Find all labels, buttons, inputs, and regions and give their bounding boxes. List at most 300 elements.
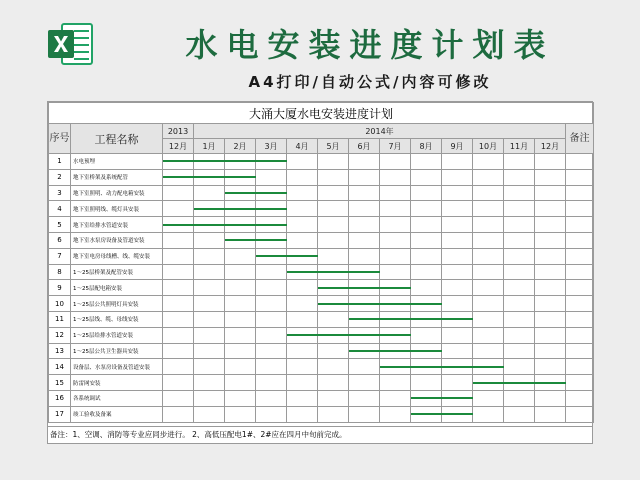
row-number: 8 <box>49 264 71 280</box>
month-cell[interactable] <box>349 359 380 375</box>
month-cell[interactable] <box>287 169 318 185</box>
month-cell[interactable] <box>411 201 442 217</box>
month-cell[interactable] <box>287 201 318 217</box>
table-row <box>49 169 594 185</box>
month-cell[interactable] <box>163 343 194 359</box>
month-cell[interactable] <box>194 232 225 248</box>
month-cell[interactable] <box>504 280 535 296</box>
month-cell[interactable] <box>473 327 504 343</box>
month-cell[interactable] <box>380 232 411 248</box>
month-cell[interactable] <box>473 232 504 248</box>
month-cell[interactable] <box>380 201 411 217</box>
month-cell[interactable] <box>225 327 256 343</box>
month-cell[interactable] <box>318 264 349 280</box>
month-cell[interactable] <box>318 406 349 422</box>
month-cell[interactable] <box>194 375 225 391</box>
row-number: 10 <box>49 296 71 312</box>
month-cell[interactable] <box>349 201 380 217</box>
month-cell[interactable] <box>380 217 411 233</box>
month-cell[interactable] <box>535 264 566 280</box>
month-cell[interactable] <box>225 232 256 248</box>
month-cell[interactable] <box>256 232 287 248</box>
month-cell[interactable] <box>442 359 473 375</box>
excel-logo-icon <box>46 20 94 68</box>
month-cell[interactable] <box>411 359 442 375</box>
month-cell[interactable] <box>194 311 225 327</box>
month-cell[interactable] <box>225 280 256 296</box>
month-cell[interactable] <box>380 280 411 296</box>
row-task-name[interactable]: 地下室电房母线槽、线、缆安装 <box>71 248 163 264</box>
month-cell[interactable] <box>194 154 225 170</box>
header-remark: 备注 <box>566 124 594 154</box>
month-cell[interactable] <box>411 296 442 312</box>
row-remark[interactable] <box>566 154 594 170</box>
month-cell[interactable] <box>287 232 318 248</box>
month-cell[interactable] <box>380 169 411 185</box>
row-remark[interactable] <box>566 248 594 264</box>
row-remark[interactable] <box>566 169 594 185</box>
row-task-name[interactable]: 竣工验收及备案 <box>71 406 163 422</box>
month-cell[interactable] <box>473 375 504 391</box>
table-row <box>49 311 594 327</box>
row-remark[interactable] <box>566 359 594 375</box>
row-number: 16 <box>49 390 71 406</box>
month-cell[interactable] <box>535 327 566 343</box>
month-cell[interactable] <box>256 406 287 422</box>
month-cell[interactable] <box>349 248 380 264</box>
month-cell[interactable] <box>163 169 194 185</box>
month-cell[interactable] <box>535 311 566 327</box>
table-row <box>49 201 594 217</box>
month-cell[interactable] <box>442 217 473 233</box>
month-cell[interactable] <box>256 311 287 327</box>
month-cell[interactable] <box>318 217 349 233</box>
month-cell[interactable] <box>473 359 504 375</box>
month-cell[interactable] <box>504 217 535 233</box>
month-cell[interactable] <box>380 343 411 359</box>
month-cell[interactable] <box>442 280 473 296</box>
header-name: 工程名称 <box>71 124 163 154</box>
month-cell[interactable] <box>163 217 194 233</box>
month-cell[interactable] <box>256 154 287 170</box>
month-cell[interactable] <box>163 232 194 248</box>
month-cell[interactable] <box>256 185 287 201</box>
month-cell[interactable] <box>256 217 287 233</box>
month-cell[interactable] <box>380 185 411 201</box>
month-cell[interactable] <box>411 248 442 264</box>
month-cell[interactable] <box>225 343 256 359</box>
month-cell[interactable] <box>473 169 504 185</box>
month-cell[interactable] <box>504 406 535 422</box>
row-remark[interactable] <box>566 390 594 406</box>
header-month: 12月 <box>163 139 194 154</box>
month-cell[interactable] <box>504 359 535 375</box>
month-cell[interactable] <box>318 169 349 185</box>
table-row <box>49 280 594 296</box>
month-cell[interactable] <box>318 232 349 248</box>
row-remark[interactable] <box>566 296 594 312</box>
month-cell[interactable] <box>442 232 473 248</box>
row-task-name[interactable]: 地下室给排水管道安装 <box>71 217 163 233</box>
page-title: 水电安装进度计划表 <box>185 26 555 64</box>
month-cell[interactable] <box>442 311 473 327</box>
row-task-name[interactable]: 设备层、水泵房设备及管道安装 <box>71 359 163 375</box>
month-cell[interactable] <box>163 390 194 406</box>
month-cell[interactable] <box>380 359 411 375</box>
month-cell[interactable] <box>163 406 194 422</box>
month-cell[interactable] <box>225 154 256 170</box>
header-month: 6月 <box>349 139 380 154</box>
month-cell[interactable] <box>287 217 318 233</box>
month-cell[interactable] <box>411 232 442 248</box>
month-cell[interactable] <box>535 359 566 375</box>
table-row <box>49 406 594 422</box>
month-cell[interactable] <box>411 264 442 280</box>
month-cell[interactable] <box>287 248 318 264</box>
row-task-name[interactable]: 地下室照明、动力配电箱安装 <box>71 185 163 201</box>
month-cell[interactable] <box>411 327 442 343</box>
month-cell[interactable] <box>473 217 504 233</box>
month-cell[interactable] <box>473 390 504 406</box>
month-cell[interactable] <box>287 406 318 422</box>
row-task-name[interactable]: 1～25层配电箱安装 <box>71 280 163 296</box>
month-cell[interactable] <box>380 311 411 327</box>
month-cell[interactable] <box>287 264 318 280</box>
header-month: 1月 <box>194 139 225 154</box>
month-cell[interactable] <box>504 390 535 406</box>
month-cell[interactable] <box>442 327 473 343</box>
month-cell[interactable] <box>163 311 194 327</box>
month-cell[interactable] <box>349 375 380 391</box>
month-cell[interactable] <box>380 327 411 343</box>
month-cell[interactable] <box>225 264 256 280</box>
month-cell[interactable] <box>442 406 473 422</box>
table-row <box>49 264 594 280</box>
row-task-name[interactable]: 各系统调试 <box>71 390 163 406</box>
row-task-name[interactable]: 地下室照明线、缆灯具安装 <box>71 201 163 217</box>
month-cell[interactable] <box>349 327 380 343</box>
row-task-name[interactable]: 水电预埋 <box>71 154 163 170</box>
month-cell[interactable] <box>411 217 442 233</box>
month-cell[interactable] <box>504 311 535 327</box>
month-cell[interactable] <box>411 343 442 359</box>
month-cell[interactable] <box>380 248 411 264</box>
month-cell[interactable] <box>442 169 473 185</box>
spreadsheet <box>47 101 593 444</box>
month-cell[interactable] <box>318 359 349 375</box>
month-cell[interactable] <box>380 154 411 170</box>
month-cell[interactable] <box>194 169 225 185</box>
month-cell[interactable] <box>349 406 380 422</box>
month-cell[interactable] <box>442 390 473 406</box>
month-cell[interactable] <box>442 343 473 359</box>
month-cell[interactable] <box>442 375 473 391</box>
month-cell[interactable] <box>535 390 566 406</box>
month-cell[interactable] <box>225 185 256 201</box>
month-cell[interactable] <box>225 201 256 217</box>
row-number: 9 <box>49 280 71 296</box>
month-cell[interactable] <box>194 327 225 343</box>
month-cell[interactable] <box>504 296 535 312</box>
month-cell[interactable] <box>287 154 318 170</box>
month-cell[interactable] <box>287 343 318 359</box>
month-cell[interactable] <box>380 296 411 312</box>
table-row <box>49 327 594 343</box>
row-task-name[interactable]: 地下室桥架及系统配管 <box>71 169 163 185</box>
month-cell[interactable] <box>442 201 473 217</box>
table-row <box>49 390 594 406</box>
month-cell[interactable] <box>349 343 380 359</box>
month-cell[interactable] <box>442 154 473 170</box>
month-cell[interactable] <box>256 264 287 280</box>
month-cell[interactable] <box>380 264 411 280</box>
table-row <box>49 375 594 391</box>
month-cell[interactable] <box>194 264 225 280</box>
month-cell[interactable] <box>349 311 380 327</box>
month-cell[interactable] <box>535 248 566 264</box>
month-cell[interactable] <box>318 327 349 343</box>
month-cell[interactable] <box>473 311 504 327</box>
page-subtitle: A4打印/自动公式/内容可修改 <box>248 73 492 91</box>
row-remark[interactable] <box>566 232 594 248</box>
month-cell[interactable] <box>504 343 535 359</box>
month-cell[interactable] <box>473 185 504 201</box>
month-cell[interactable] <box>318 343 349 359</box>
month-cell[interactable] <box>473 296 504 312</box>
month-cell[interactable] <box>225 217 256 233</box>
month-cell[interactable] <box>535 406 566 422</box>
month-cell[interactable] <box>318 248 349 264</box>
month-cell[interactable] <box>318 201 349 217</box>
month-cell[interactable] <box>256 296 287 312</box>
month-cell[interactable] <box>535 201 566 217</box>
row-remark[interactable] <box>566 406 594 422</box>
month-cell[interactable] <box>318 296 349 312</box>
month-cell[interactable] <box>504 169 535 185</box>
month-cell[interactable] <box>287 296 318 312</box>
row-remark[interactable] <box>566 375 594 391</box>
month-cell[interactable] <box>163 201 194 217</box>
month-cell[interactable] <box>473 248 504 264</box>
table-row <box>49 154 594 170</box>
row-number: 17 <box>49 406 71 422</box>
month-cell[interactable] <box>225 169 256 185</box>
month-cell[interactable] <box>194 201 225 217</box>
month-cell[interactable] <box>535 169 566 185</box>
month-cell[interactable] <box>442 296 473 312</box>
month-cell[interactable] <box>504 248 535 264</box>
footer-note: 备注：1、空调、消防等专业应同步进行。 2、高低压配电1#、2#应在四月中旬前完成。 <box>48 426 592 443</box>
row-remark[interactable] <box>566 185 594 201</box>
month-cell[interactable] <box>318 154 349 170</box>
month-cell[interactable] <box>504 375 535 391</box>
row-task-name[interactable]: 1～25层桥架及配管安装 <box>71 264 163 280</box>
month-cell[interactable] <box>163 375 194 391</box>
month-cell[interactable] <box>349 154 380 170</box>
header-year-2014: 2014年 <box>194 124 566 139</box>
month-cell[interactable] <box>225 359 256 375</box>
month-cell[interactable] <box>163 280 194 296</box>
month-cell[interactable] <box>194 359 225 375</box>
row-number: 14 <box>49 359 71 375</box>
month-cell[interactable] <box>287 311 318 327</box>
month-cell[interactable] <box>256 248 287 264</box>
month-cell[interactable] <box>535 217 566 233</box>
month-cell[interactable] <box>349 296 380 312</box>
month-cell[interactable] <box>411 390 442 406</box>
month-cell[interactable] <box>349 185 380 201</box>
month-cell[interactable] <box>411 154 442 170</box>
row-number: 7 <box>49 248 71 264</box>
row-remark[interactable] <box>566 217 594 233</box>
month-cell[interactable] <box>225 406 256 422</box>
month-cell[interactable] <box>163 359 194 375</box>
header-month: 3月 <box>256 139 287 154</box>
month-cell[interactable] <box>256 359 287 375</box>
month-cell[interactable] <box>473 201 504 217</box>
month-cell[interactable] <box>194 185 225 201</box>
month-cell[interactable] <box>256 390 287 406</box>
month-cell[interactable] <box>318 311 349 327</box>
month-cell[interactable] <box>318 280 349 296</box>
month-cell[interactable] <box>380 406 411 422</box>
header-month: 11月 <box>504 139 535 154</box>
month-cell[interactable] <box>349 280 380 296</box>
month-cell[interactable] <box>163 296 194 312</box>
row-number: 15 <box>49 375 71 391</box>
month-cell[interactable] <box>411 169 442 185</box>
month-cell[interactable] <box>349 217 380 233</box>
month-cell[interactable] <box>535 280 566 296</box>
row-number: 5 <box>49 217 71 233</box>
month-cell[interactable] <box>256 343 287 359</box>
table-row <box>49 248 594 264</box>
month-cell[interactable] <box>287 390 318 406</box>
row-task-name[interactable]: 地下室水泵房设备及管道安装 <box>71 232 163 248</box>
month-cell[interactable] <box>411 375 442 391</box>
month-cell[interactable] <box>535 232 566 248</box>
month-cell[interactable] <box>473 154 504 170</box>
month-cell[interactable] <box>163 327 194 343</box>
row-number: 4 <box>49 201 71 217</box>
month-cell[interactable] <box>163 248 194 264</box>
month-cell[interactable] <box>411 185 442 201</box>
month-cell[interactable] <box>535 185 566 201</box>
month-cell[interactable] <box>225 248 256 264</box>
month-cell[interactable] <box>442 264 473 280</box>
row-remark[interactable] <box>566 311 594 327</box>
month-cell[interactable] <box>287 327 318 343</box>
row-remark[interactable] <box>566 343 594 359</box>
sheet-title: 大涌大厦水电安装进度计划 <box>49 103 594 124</box>
month-cell[interactable] <box>442 248 473 264</box>
header-month: 5月 <box>318 139 349 154</box>
month-cell[interactable] <box>194 343 225 359</box>
month-cell[interactable] <box>287 359 318 375</box>
month-cell[interactable] <box>256 327 287 343</box>
month-cell[interactable] <box>194 390 225 406</box>
month-cell[interactable] <box>163 154 194 170</box>
month-cell[interactable] <box>411 406 442 422</box>
month-cell[interactable] <box>442 185 473 201</box>
month-cell[interactable] <box>194 406 225 422</box>
month-cell[interactable] <box>194 280 225 296</box>
month-cell[interactable] <box>287 185 318 201</box>
month-cell[interactable] <box>473 343 504 359</box>
month-cell[interactable] <box>163 264 194 280</box>
month-cell[interactable] <box>349 169 380 185</box>
month-cell[interactable] <box>535 154 566 170</box>
row-remark[interactable] <box>566 280 594 296</box>
month-cell[interactable] <box>318 375 349 391</box>
month-cell[interactable] <box>287 375 318 391</box>
month-cell[interactable] <box>225 375 256 391</box>
month-cell[interactable] <box>225 390 256 406</box>
month-cell[interactable] <box>504 327 535 343</box>
month-cell[interactable] <box>256 375 287 391</box>
row-task-name[interactable]: 1～25层公共照明灯具安装 <box>71 296 163 312</box>
month-cell[interactable] <box>504 232 535 248</box>
month-cell[interactable] <box>287 280 318 296</box>
month-cell[interactable] <box>163 185 194 201</box>
row-task-name[interactable]: 1～25层线、缆、母线安装 <box>71 311 163 327</box>
row-task-name[interactable]: 1～25层公共卫生器具安装 <box>71 343 163 359</box>
month-cell[interactable] <box>504 185 535 201</box>
row-remark[interactable] <box>566 327 594 343</box>
month-cell[interactable] <box>535 296 566 312</box>
row-number: 12 <box>49 327 71 343</box>
month-cell[interactable] <box>380 375 411 391</box>
row-remark[interactable] <box>566 201 594 217</box>
month-cell[interactable] <box>194 217 225 233</box>
month-cell[interactable] <box>504 264 535 280</box>
month-cell[interactable] <box>380 390 411 406</box>
month-cell[interactable] <box>535 375 566 391</box>
month-cell[interactable] <box>349 232 380 248</box>
month-cell[interactable] <box>256 169 287 185</box>
row-number: 2 <box>49 169 71 185</box>
month-cell[interactable] <box>473 264 504 280</box>
month-cell[interactable] <box>225 311 256 327</box>
table-row <box>49 217 594 233</box>
month-cell[interactable] <box>256 201 287 217</box>
header-month: 12月 <box>535 139 566 154</box>
row-remark[interactable] <box>566 264 594 280</box>
row-number: 3 <box>49 185 71 201</box>
month-cell[interactable] <box>194 248 225 264</box>
table-row <box>49 343 594 359</box>
header-year-2013: 2013 <box>163 124 194 139</box>
month-cell[interactable] <box>411 311 442 327</box>
month-cell[interactable] <box>256 280 287 296</box>
month-cell[interactable] <box>225 296 256 312</box>
month-cell[interactable] <box>411 280 442 296</box>
header-month: 9月 <box>442 139 473 154</box>
month-cell[interactable] <box>504 154 535 170</box>
month-cell[interactable] <box>349 264 380 280</box>
month-cell[interactable] <box>535 343 566 359</box>
month-cell[interactable] <box>473 406 504 422</box>
month-cell[interactable] <box>504 201 535 217</box>
row-task-name[interactable]: 1～25层给排水管道安装 <box>71 327 163 343</box>
month-cell[interactable] <box>194 296 225 312</box>
month-cell[interactable] <box>473 280 504 296</box>
header-month: 10月 <box>473 139 504 154</box>
row-task-name[interactable]: 防雷网安装 <box>71 375 163 391</box>
month-cell[interactable] <box>318 390 349 406</box>
month-cell[interactable] <box>318 185 349 201</box>
month-cell[interactable] <box>349 390 380 406</box>
